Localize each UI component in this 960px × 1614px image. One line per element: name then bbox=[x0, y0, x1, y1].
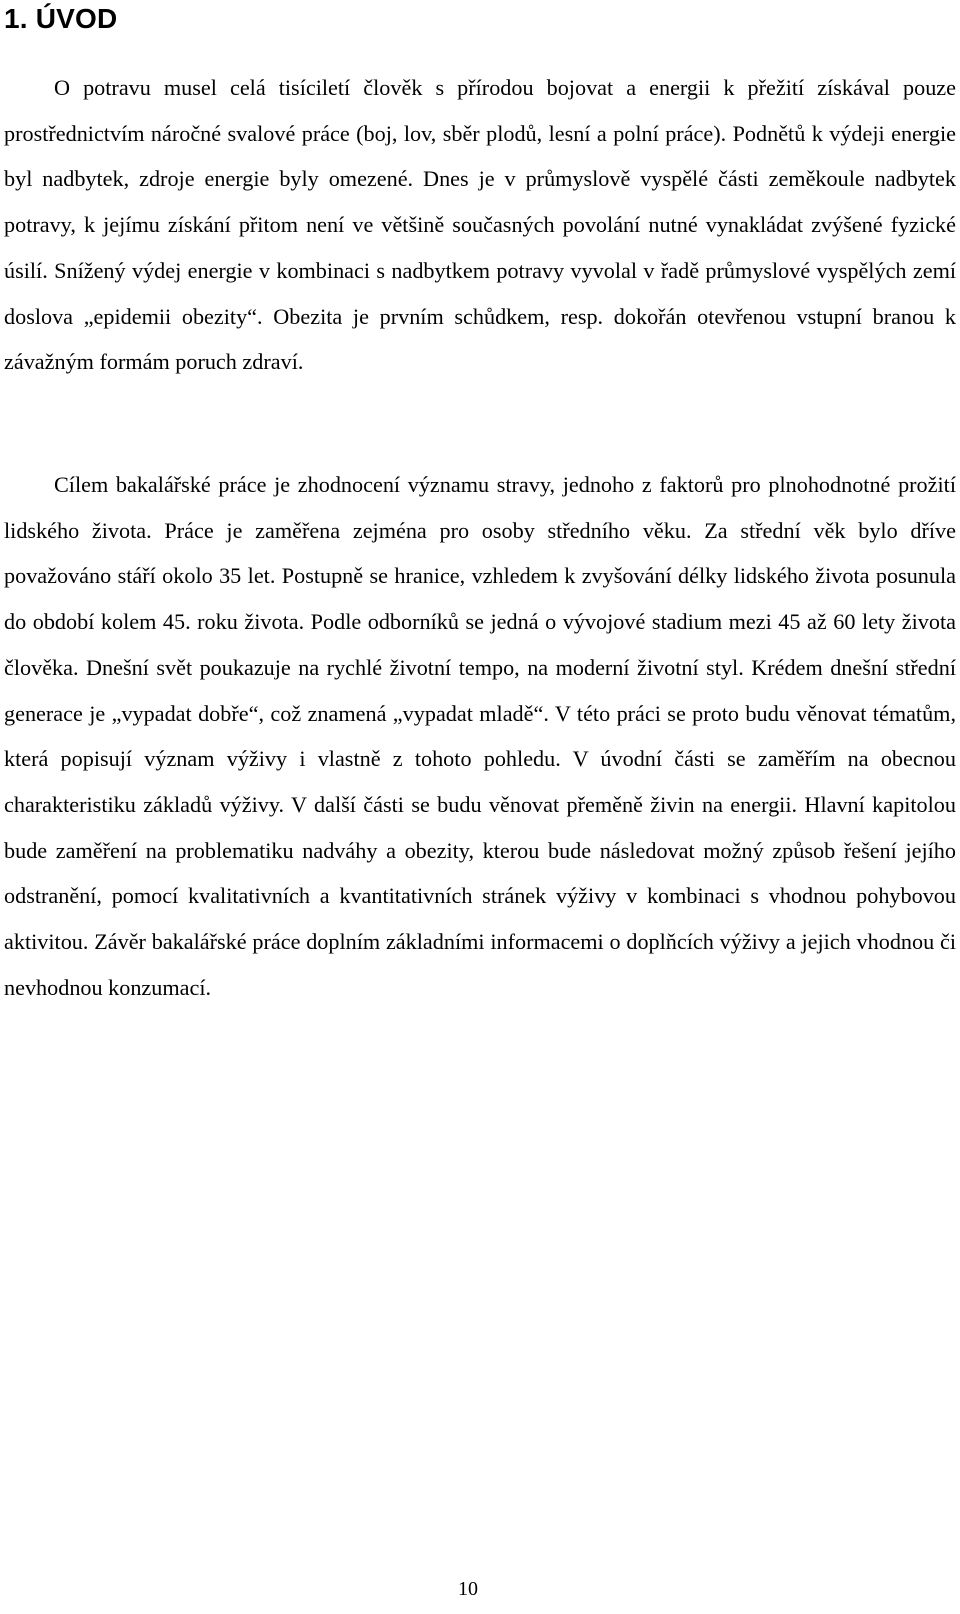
page-number: 10 bbox=[458, 1578, 478, 1600]
paragraph-2: Cílem bakalářské práce je zhodnocení významu stravy, jednoho z faktorů pro plnohodnotné prožití lidského života. Práce je zaměřena zejména pro osoby středního věku. Za střední věk bylo dříve považováno stáří okolo 35 let. Postupně se hranice, vzhledem k zvyšování délky lidského života posunula do období kolem 45. roku života. Podle odborníků se jedná o vývojové stadium mezi 45 až 60 lety života člověka. Dnešní svět poukazuje na rychlé životní tempo, na moderní životní styl. Krédem dnešní střední generace je „vypadat dobře“, což znamená „vypadat mladě“. V této práci se proto budu věnovat tématům, která popisují význam výživy i vlastně z tohoto pohledu. V úvodní části se zaměřím na obecnou charakteristiku základů výživy. V další části se budu věnovat přeměně živin na energii. Hlavní kapitolou bude zaměření na problematiku nadváhy a obezity, kterou bude následovat možný způsob řešení jejího odstranění, pomocí kvalitativních a kvantitativních stránek výživy v kombinaci s vhodnou pohybovou aktivitou. Závěr bakalářské práce doplním základními informacemi o doplňcích výživy a jejich vhodnou či nevhodnou konzumací. bbox=[4, 472, 956, 1000]
chapter-title: 1. ÚVOD bbox=[4, 3, 118, 34]
paragraph-block-1 bbox=[4, 65, 956, 385]
paragraph-1: O potravu musel celá tisíciletí člověk s přírodou bojovat a energii k přežití získával pouze prostřednictvím náročné svalové práce (boj, lov, sběr plodů, lesní a polní práce). Podnětů k výdeji energie byl nadbytek, zdroje energie byly omezené. Dnes je v průmyslově vyspělé části zeměkoule nadbytek potravy, k jejímu získání přitom není ve většině současných povolání nutné vynakládat zvýšené fyzické úsilí. Snížený výdej energie v kombinaci s nadbytkem potravy vyvolal v řadě průmyslové vyspělých zemí doslova „epidemii obezity“. Obezita je prvním schůdkem, resp. dokořán otevřenou vstupní branou k závažným formám poruch zdraví. bbox=[4, 75, 956, 375]
paragraph-block-2 bbox=[4, 462, 956, 1010]
